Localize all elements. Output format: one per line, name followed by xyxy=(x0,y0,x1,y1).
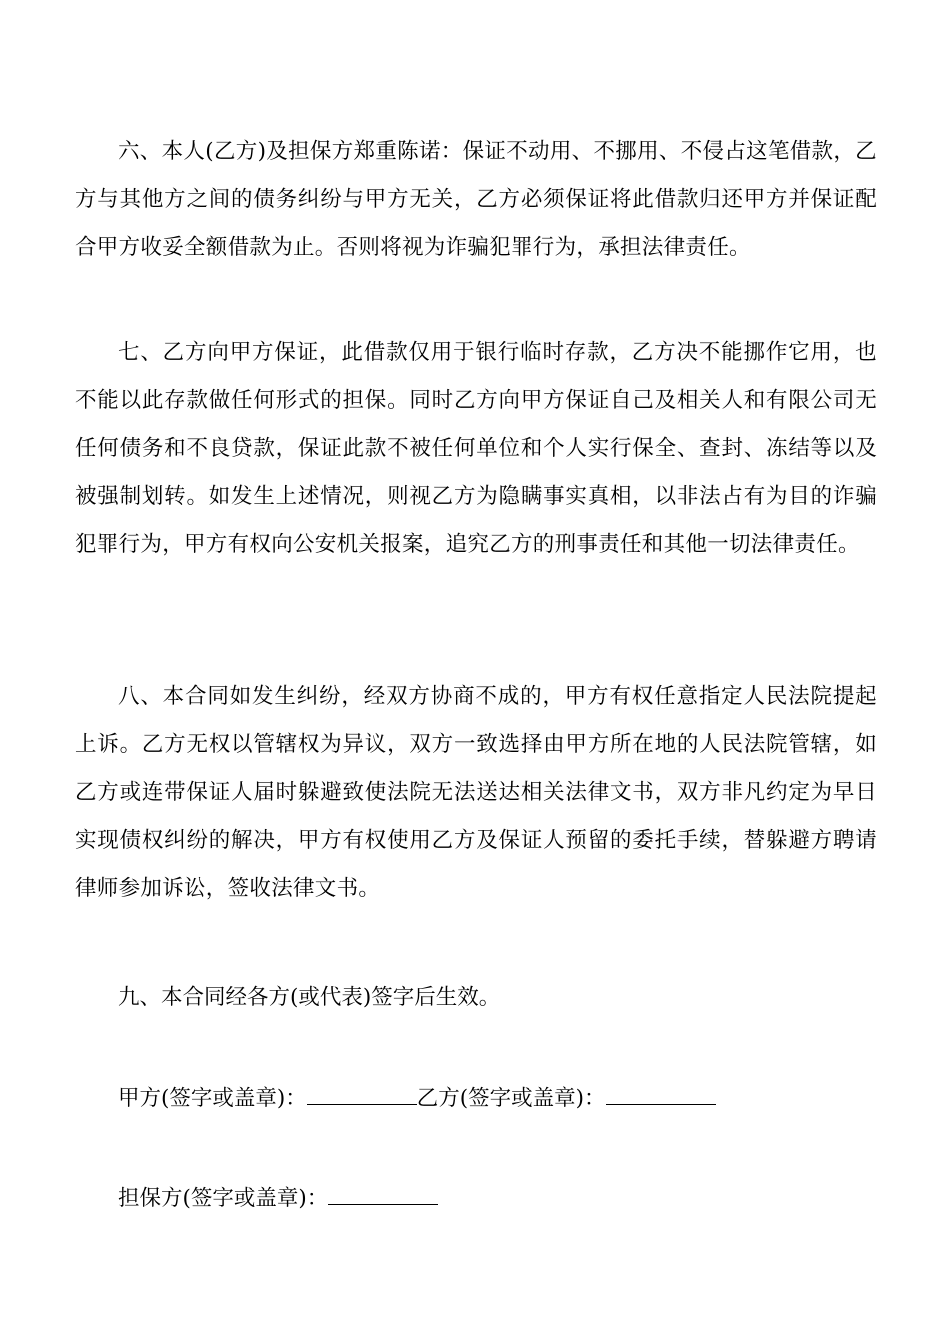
clause-six: 六、本人(乙方)及担保方郑重陈诺：保证不动用、不挪用、不侵占这笔借款，乙方与其他方之间的债务纠纷与甲方无关，乙方必须保证将此借款归还甲方并保证配合甲方收妥全额借款为止。否则将视为诈骗犯罪行为，承担法律责任。 xyxy=(75,139,877,260)
signature-row-guarantor xyxy=(118,1174,438,1223)
guarantor-signature-blank[interactable] xyxy=(328,1174,438,1205)
clause-nine: 九、本合同经各方(或代表)签字后生效。 xyxy=(118,985,501,1010)
clause-seven: 七、乙方向甲方保证，此借款仅用于银行临时存款，乙方决不能挪作它用，也不能以此存款做任何形式的担保。同时乙方向甲方保证自己及相关人和有限公司无任何债务和不良贷款，保证此款不被任何单位和个人实行保全、查封、冻结等以及被强制划转。如发生上述情况，则视乙方为隐瞒事实真相，以非法占有为目的诈骗犯罪行为，甲方有权向公安机关报案，追究乙方的刑事责任和其他一切法律责任。 xyxy=(75,340,877,557)
guarantor-signature-label: 担保方(签字或盖章)： xyxy=(118,1186,329,1211)
party-a-signature-blank[interactable] xyxy=(307,1074,417,1105)
party-b-signature-blank[interactable] xyxy=(606,1074,716,1105)
party-a-signature-label: 甲方(签字或盖章)： xyxy=(118,1086,307,1111)
signature-row-parties xyxy=(118,1074,716,1123)
clause-eight: 八、本合同如发生纠纷，经双方协商不成的，甲方有权任意指定人民法院提起上诉。乙方无权以管辖权为异议，双方一致选择由甲方所在地的人民法院管辖，如乙方或连带保证人届时躲避致使法院无法送达相关法律文书，双方非凡约定为早日实现债权纠纷的解决，甲方有权使用乙方及保证人预留的委托手续，替躲避方聘请律师参加诉讼，签收法律文书。 xyxy=(75,684,877,901)
party-b-signature-label: 乙方(签字或盖章)： xyxy=(416,1086,606,1111)
